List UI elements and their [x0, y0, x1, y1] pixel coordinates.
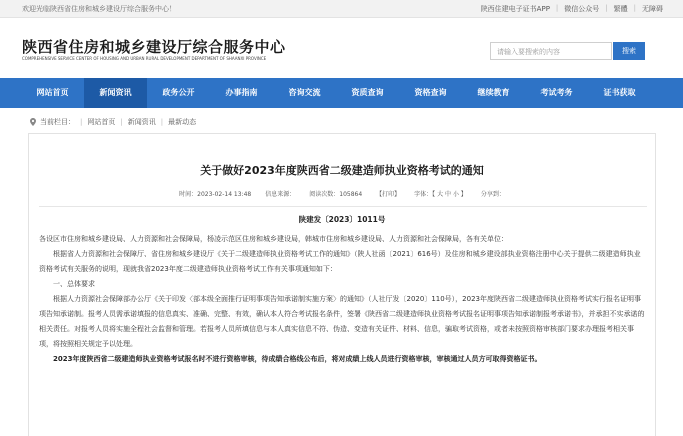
nav-service-guide[interactable]: 办事指南: [225, 88, 258, 97]
nav-government-affairs[interactable]: 政务公开: [162, 88, 195, 97]
nav-exam-affairs[interactable]: 考试考务: [540, 88, 573, 97]
breadcrumb: [30, 117, 196, 127]
accessibility-link[interactable]: 无障碍: [642, 5, 663, 13]
search-button[interactable]: 搜索: [613, 42, 645, 60]
document-number: 陕建发〔2023〕1011号: [298, 215, 386, 224]
divider: |: [633, 4, 636, 12]
divider: |: [120, 118, 123, 126]
main-nav: [0, 78, 683, 108]
breadcrumb-news[interactable]: 新闻资讯: [127, 118, 156, 126]
top-links: [475, 4, 663, 14]
nav-certification-query[interactable]: 资格查询: [414, 88, 447, 97]
traditional-chinese-link[interactable]: 繁體: [613, 5, 628, 13]
print-button[interactable]: 【打印】: [376, 191, 401, 198]
article-paragraph: 根据省人力资源和社会保障厅、省住房和城乡建设厅《关于二级建造师执业资格考试工作的通知》（陕人社函〔2021〕616号）及住房和城乡建设部执业资格注册中心关于提供二级建造师执业资格考试有关服务的说明，现就我省2023年度二级建造师执业资格考试工作有关事项通知如下：: [39, 250, 641, 273]
location-pin-icon: [30, 118, 36, 126]
article-body: [39, 232, 647, 367]
view-count: 阅读次数：105864: [309, 191, 363, 198]
divider: |: [160, 118, 164, 126]
top-strip: [0, 0, 683, 18]
site-title[interactable]: 陕西省住房和城乡建设厅综合服务中心: [22, 38, 286, 56]
article-meta: [29, 189, 655, 198]
nav-continuing-education[interactable]: 继续教育: [477, 88, 510, 97]
divider: |: [605, 4, 608, 12]
nav-consultation[interactable]: 咨询交流: [288, 88, 321, 97]
article-paragraph: 根据人力资源社会保障部办公厅《关于印发〈部本级全面推行证明事项告知承诺制实施方案〉的通知》（人社厅发〔2020〕110号），2023年度陕西省二级建造师执业资格考试实行报名证明事项告知承诺制。报考人员需承诺填报的信息真实、准确、完整、有效，确认本人符合考试报名条件，签署《陕西省二级建造师执业资格考试报名证明事项告知承诺制报考承诺书》，并承担不实承诺的相关责任。对报考人员将实施全程社会监督和管理。若报考人员所填信息与本人真实信息不符、伪造、变造有关证件、材料、信息，骗取考试资格，或者未按照资格审核部门要求办理报考相关事项，将按照相关规定予以处理。: [39, 295, 645, 348]
nav-news[interactable]: 新闻资讯: [84, 78, 147, 108]
wechat-link[interactable]: 微信公众号: [564, 5, 600, 13]
search-input[interactable]: 请输入要搜索的内容: [490, 42, 612, 60]
article-paragraph: 各设区市住房和城乡建设局、人力资源和社会保障局，杨凌示范区住房和城乡建设局，韩城市住房和城乡建设局、人力资源和社会保障局，各有关单位：: [39, 235, 508, 243]
divider: |: [80, 118, 83, 126]
info-source: 信息来源：: [265, 191, 296, 198]
breadcrumb-prefix: 当前栏目：: [40, 118, 75, 126]
article-paragraph-bold: 2023年度陕西省二级建造师执业资格考试报名时不进行资格审核，待成绩合格线公布后，将对成绩上线人员进行资格审核，审核通过人员方可取得资格证书。: [53, 355, 542, 363]
nav-certificate-download[interactable]: 证书获取: [603, 88, 636, 97]
nav-home[interactable]: 网站首页: [36, 88, 69, 97]
app-link[interactable]: 陕西住建电子证书APP: [480, 5, 550, 13]
section-heading: 一、总体要求: [53, 280, 95, 288]
font-size-control[interactable]: 字体：【 大 中 小 】: [414, 191, 467, 198]
site-header: [0, 18, 683, 78]
breadcrumb-latest[interactable]: 最新动态: [168, 118, 197, 126]
publish-time: 时间：2023-02-14 13:48: [179, 191, 252, 198]
site-subtitle: COMPREHENSIVE SERVICE CENTER OF HOUSING AND URBAN RURAL DEVELOPMENT DEPARTMENT OF SHAANXI PROVINCE: [22, 56, 267, 61]
welcome-text: 欢迎光临陕西省住房和城乡建设厅综合服务中心！: [22, 5, 176, 13]
nav-qualification-query[interactable]: 资质查询: [351, 88, 384, 97]
article-panel: [28, 133, 656, 436]
divider: |: [555, 4, 559, 12]
meta-divider: [39, 206, 647, 207]
share-label[interactable]: 分享到：: [480, 191, 505, 198]
breadcrumb-home[interactable]: 网站首页: [87, 118, 116, 126]
article-title: 关于做好2023年度陕西省二级建造师执业资格考试的通知: [200, 164, 484, 177]
